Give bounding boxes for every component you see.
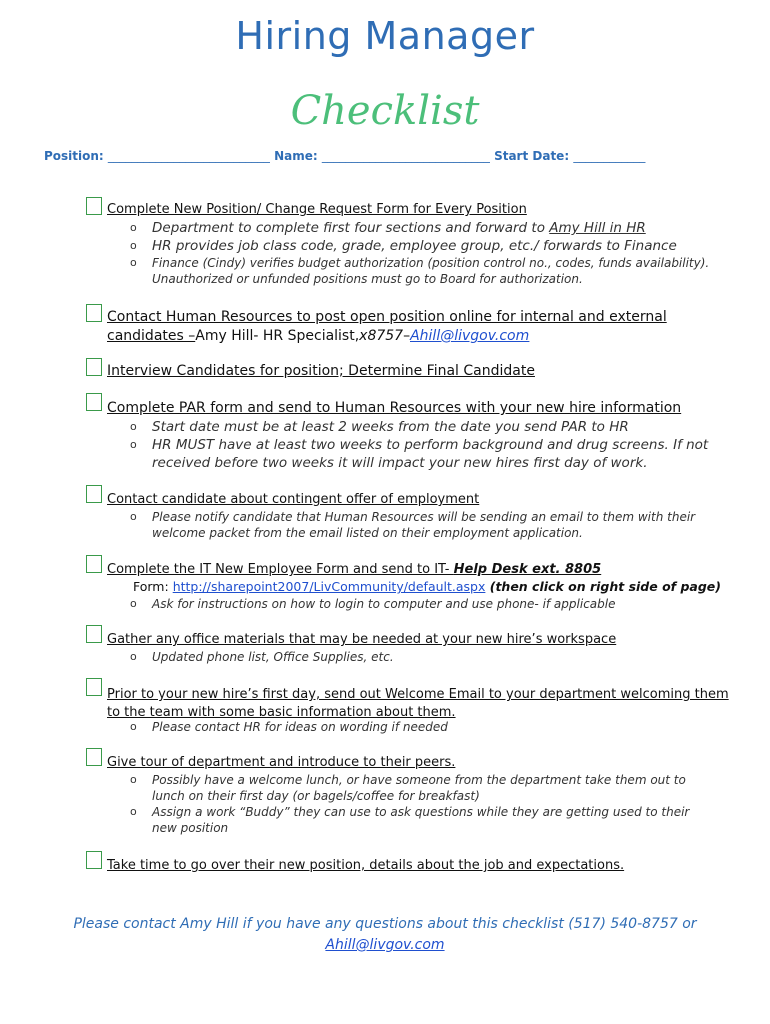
list-item: o Finance (Cindy) verifies budget authorization (position control no., codes, funds availability). Unauthorized or unfunded positions must go to Board for authorization.: [130, 255, 730, 287]
checkbox[interactable]: [86, 748, 102, 766]
page-title: Hiring Manager: [235, 14, 535, 58]
start-date-label: Start Date:: [494, 149, 570, 163]
position-field[interactable]: ___________________________: [107, 149, 270, 163]
list-item: o Start date must be at least 2 weeks from the date you send PAR to HR: [130, 418, 730, 436]
start-date-field[interactable]: ____________: [573, 149, 646, 163]
list-item: o Please notify candidate that Human Resources will be sending an email to them with their welcome packet from the email listed on their employment application.: [130, 509, 730, 541]
checkbox[interactable]: [86, 678, 102, 696]
item-label: Contact Human Resources to post open position online for internal and external candidates –Amy Hill- HR Specialist,x8757–Ahill@livgov.com: [107, 309, 667, 344]
item-label: Prior to your new hire’s first day, send out Welcome Email to your department welcoming them to the team with some basic information about them.: [107, 687, 729, 720]
item-label: Complete PAR form and send to Human Resources with your new hire information: [107, 400, 682, 416]
list-item: o Updated phone list, Office Supplies, etc.: [130, 649, 730, 665]
list-item: o Possibly have a welcome lunch, or have someone from the department take them out to lunch on their first day (or bagels/coffee for breakfast): [130, 772, 710, 804]
form-line: Form: http://sharepoint2007/LivCommunity/default.aspx (then click on right side of page): [133, 579, 721, 594]
item-label: Contact candidate about contingent offer of employment: [107, 492, 480, 507]
checkbox[interactable]: [86, 625, 102, 643]
position-label: Position:: [44, 149, 104, 163]
list-item: o Assign a work “Buddy” they can use to ask questions while they are getting used to their new position: [130, 804, 710, 836]
email-link[interactable]: Ahill@livgov.com: [410, 328, 530, 344]
amy-hill-link[interactable]: Amy Hill in HR: [549, 220, 646, 236]
list-item: o HR provides job class code, grade, employee group, etc./ forwards to Finance: [130, 237, 730, 255]
sharepoint-link[interactable]: http://sharepoint2007/LivCommunity/default.aspx: [172, 579, 486, 594]
list-item: o Please contact HR for ideas on wording if needed: [130, 719, 730, 735]
name-field[interactable]: ____________________________: [321, 149, 490, 163]
checkbox[interactable]: [86, 485, 102, 503]
checkbox[interactable]: [86, 358, 102, 376]
name-label: Name:: [274, 149, 318, 163]
position-line: [44, 149, 645, 163]
checkbox[interactable]: [86, 393, 102, 411]
item-label: Interview Candidates for position; Determine Final Candidate: [107, 363, 535, 379]
checkbox[interactable]: [86, 555, 102, 573]
item-label: Take time to go over their new position, details about the job and expectations.: [107, 858, 625, 873]
checkbox[interactable]: [86, 851, 102, 869]
list-item: o Ask for instructions on how to login to computer and use phone- if applicable: [130, 596, 730, 612]
checkbox[interactable]: [86, 197, 102, 215]
list-item: o Department to complete first four sections and forward to Amy Hill in HR: [130, 219, 730, 237]
footer-note: Please contact Amy Hill if you have any questions about this checklist (517) 540-8757 or Ahill@livgov.com: [73, 916, 697, 953]
list-item: o HR MUST have at least two weeks to perform background and drug screens. If not received before two weeks it will impact your new hires first day of work.: [130, 436, 730, 472]
item-label: Give tour of department and introduce to their peers.: [107, 755, 456, 770]
footer-email-link[interactable]: Ahill@livgov.com: [325, 937, 445, 953]
page-subtitle: Checklist: [290, 88, 480, 134]
item-label: Complete the IT New Employee Form and send to IT- Help Desk ext. 8805: [107, 562, 602, 577]
item-label: Gather any office materials that may be needed at your new hire’s workspace: [107, 632, 617, 647]
item-label: Complete New Position/ Change Request Form for Every Position: [107, 202, 527, 217]
checkbox[interactable]: [86, 304, 102, 322]
